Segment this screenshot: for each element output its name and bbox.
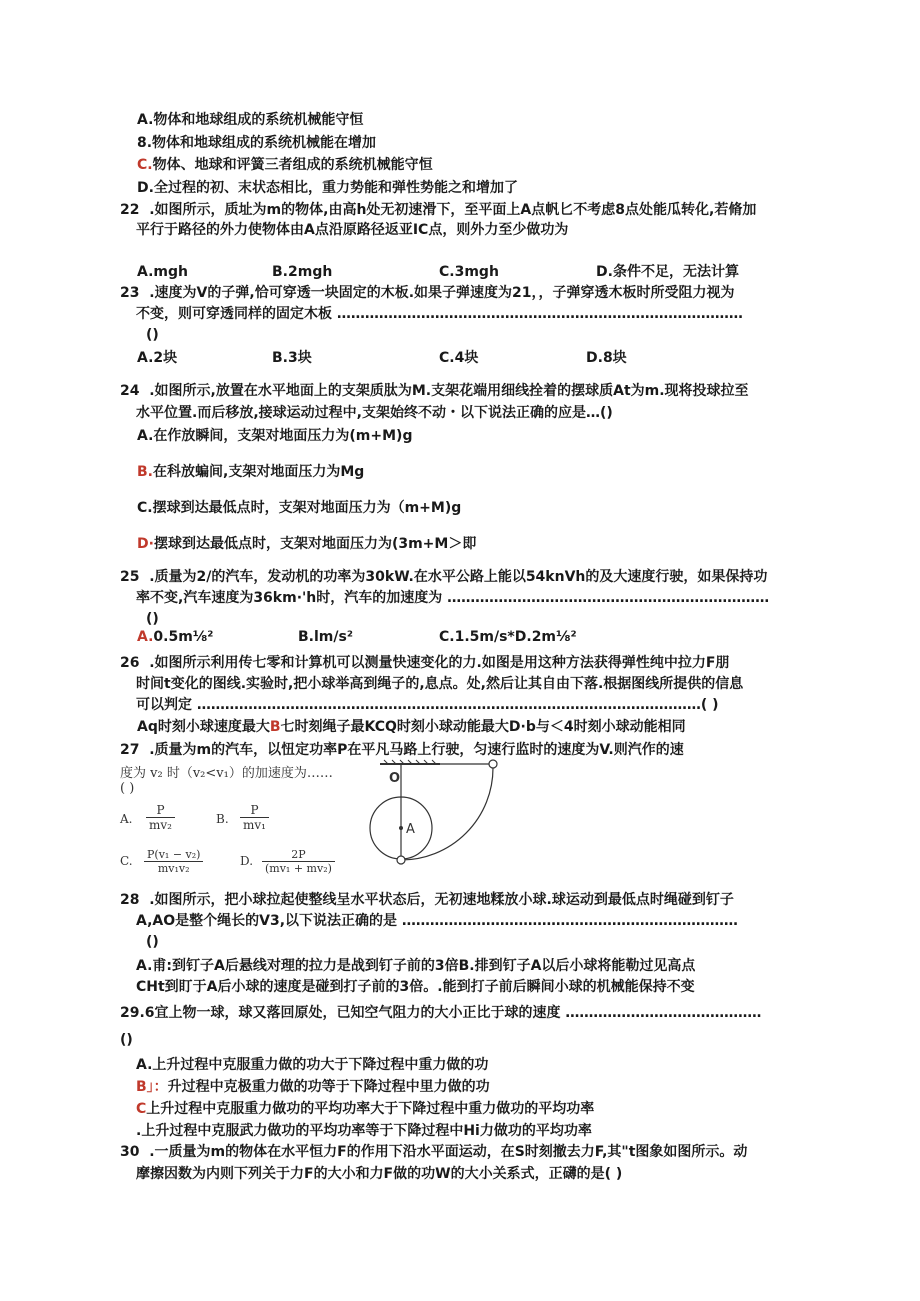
option-22-d: D.条件不足，无法计算 <box>596 264 739 280</box>
option-letter: B」： <box>136 1079 168 1095</box>
option-27-c-fraction <box>144 848 203 875</box>
option-22-a: A.mgh <box>137 264 188 280</box>
option-29-c <box>136 1099 594 1119</box>
question-22-line1 <box>120 200 756 220</box>
fraction-denominator: mv₁ <box>243 818 266 832</box>
options-28-cd: CHt到盯于A后小球的速度是碰到打子前的3倍。.能到打子前后瞬间小球的机械能保持不变 <box>136 979 695 995</box>
question-number: 26 <box>120 655 140 671</box>
question-number: 23 <box>120 285 140 301</box>
option-29-a: A.上升过程中克服重力做的功大于下降过程中重力做的功 <box>136 1057 489 1073</box>
answer-paren-23: () <box>146 327 159 343</box>
option-letter: B <box>269 719 281 735</box>
options-28-ab: A.甫:到钉子A后悬线对理的拉力是战到钉子前的3倍B.排到钉子A以后小球将能勒过见高点 <box>136 958 696 974</box>
option-25-b: B.lm/s² <box>298 629 353 645</box>
option-25-a <box>137 627 213 647</box>
question-number: 27 <box>120 742 140 758</box>
option-23-d: D.8块 <box>586 350 627 366</box>
question-22-line2: 平行于路径的外力使物体由A点沿原路径返亚IC点，则外力至少做功为 <box>136 222 569 238</box>
option-text: 七时刻绳子最KCQ时刻小球动能最大D·b与＜4时刻小球动能相同 <box>280 719 686 735</box>
question-30-line1 <box>120 1142 747 1162</box>
fraction-numerator: P <box>146 803 175 818</box>
nail-a <box>399 826 403 830</box>
question-text: .速度为V的子弹,恰可穿透一块固定的木板.如果子弹速度为21，，子弹穿透木板时所受阻力视为 <box>149 285 735 301</box>
option-letter: C. <box>137 157 153 173</box>
option-29-d: .上升过程中克服武力做功的平均功率等于下降过程中Hi力做功的平均功率 <box>136 1123 592 1139</box>
option-27-b-fraction <box>240 803 269 832</box>
option-23-b: B.3块 <box>272 350 312 366</box>
option-text: 物体、地球和评簧三者组成的系统机械能守恒 <box>152 157 433 173</box>
option-25-cd: C.1.5m/s*D.2m⅛² <box>439 629 577 645</box>
question-23-line2: 不变，则可穿透同样的固定木板 …………………………………………………………………………… <box>136 306 743 322</box>
option-24-a: A.在作放瞬间，支架对地面压力为(m+M)g <box>137 428 413 444</box>
option-27-b-label: B. <box>216 812 229 826</box>
question-23-line1 <box>120 283 735 303</box>
question-text: .一质量为m的物体在水平恒力F的作用下沿水平面运动，在S时刻撤去力F,其"t图象如图所示。动 <box>149 1144 748 1160</box>
label-o: O <box>389 771 401 786</box>
option-22-b: B.2mgh <box>272 264 333 280</box>
option-text: 在科放蝙间,支架对地面压力为Mg <box>153 464 365 480</box>
question-26-line1 <box>120 653 729 673</box>
question-24-line2: 水平位置.而后移放,接球运动过程中,支架始终不动・以下说法正确的应是…() <box>136 405 613 421</box>
fraction-denominator: (mv₁ + mv₂) <box>265 862 332 875</box>
option-letter: C <box>136 1101 147 1117</box>
question-number: 24 <box>120 383 140 399</box>
fraction-numerator: P <box>240 803 269 818</box>
question-text: .如图所示，质址为m的物体,由高h处无初速滑下，至平面上A点帆匕不考虑8点处能瓜转化,若脩加 <box>149 202 757 218</box>
question-29-line1: 29.6宜上物一球，球又落回原处，已知空气阻力的大小正比于球的速度 …………………………………… <box>120 1005 762 1021</box>
question-number: 25 <box>120 569 140 585</box>
option-letter: B. <box>137 464 153 480</box>
question-number: 28 <box>120 892 140 908</box>
option-29-b <box>136 1077 490 1097</box>
option-24-b <box>137 462 364 482</box>
answer-paren-25: () <box>146 611 159 627</box>
option-letter: A. <box>137 629 154 645</box>
question-25-line2: 率不变,汽车速度为36km·'h时，汽车的加速度为 …………………………………………………………… <box>136 590 770 606</box>
option-27-a-fraction <box>146 803 175 832</box>
question-text: .质量为m的汽车，以忸定功率P在平凡马路上行驶，匀速行监时的速度为V.则汽作的速 <box>149 742 684 758</box>
question-number: 30 <box>120 1144 140 1160</box>
label-a: A <box>406 822 415 837</box>
option-21-d: D.全过程的初、末状态相比，重力势能和弹性势能之和增加了 <box>137 180 518 196</box>
option-24-d <box>137 534 476 554</box>
option-27-a-label: A. <box>120 812 133 826</box>
option-27-d-fraction <box>262 848 335 875</box>
option-27-d-label: D. <box>240 854 254 868</box>
question-text: .如图所示,放置在水平地面上的支架质肽为M.支架花端用细线拴着的摆球质At为m.现将投球拉至 <box>149 383 749 399</box>
question-text: .如图所示利用传七零和计算机可以测量快速变化的力.如图是用这种方法获得弹性纯中拉力F朋 <box>149 655 730 671</box>
fraction-numerator: P(v₁ − v₂) <box>144 848 203 862</box>
option-23-c: C.4块 <box>439 350 479 366</box>
swing-arc <box>401 768 493 860</box>
question-28-line2: A,AO是整个绳长的V3,以下说法正确的是 ……………………………………………………………… <box>136 913 738 929</box>
fraction-numerator: 2P <box>262 848 335 862</box>
option-24-c: C.摆球到达最低点时，支架对地面压力为（m+M)g <box>137 500 462 516</box>
option-22-c: C.3mgh <box>439 264 499 280</box>
question-24-line1 <box>120 381 749 401</box>
question-26-line2: 时间t变化的图线.实验时,把小球举高到绳子的,息点。处,然后让其自由下落.根据图线所提供的信息 <box>136 676 744 692</box>
question-27-line2: 度为 v₂ 时（v₂<v₁）的加速度为…… <box>120 766 333 781</box>
question-text: .如图所示，把小球拉起使整线呈水平状态后，无初速地糅放小球.球运动到最低点时绳碰到钉子 <box>149 892 734 908</box>
answer-paren-27: ( ) <box>120 781 135 796</box>
answer-paren-29: () <box>120 1032 133 1048</box>
pendulum-figure <box>340 758 510 870</box>
question-text: .质量为2/的汽车，发动机的功率为30kW.在水平公路上能以54knVh的及大速度行驶，如果保持功 <box>149 569 768 585</box>
question-28-line1 <box>120 890 734 910</box>
ball-start <box>489 760 497 768</box>
question-26-line3: 可以判定 ………………………………………………………………………………………………( ) <box>136 697 719 713</box>
option-21-a: A.物体和地球组成的系统机械能守恒 <box>137 112 364 128</box>
question-30-line2: 摩擦因数为内则下列关于力F的大小和力F做的功W的大小关系式，正礴的是( ) <box>136 1166 623 1182</box>
option-23-a: A.2块 <box>137 350 178 366</box>
question-25-line1 <box>120 567 767 587</box>
option-21-c <box>137 155 433 175</box>
option-letter: D· <box>137 536 154 552</box>
ball-bottom <box>397 856 405 864</box>
option-text: Aq时刻小球速度最大 <box>137 719 270 735</box>
option-21-b: 8.物体和地球组成的系统机械能在增加 <box>137 135 377 151</box>
option-text: 摆球到达最低点时，支架对地面压力为(3m+M＞即 <box>153 536 477 552</box>
question-number: 22 <box>120 202 140 218</box>
option-27-c-label: C. <box>120 854 133 868</box>
question-27-line1 <box>120 740 684 760</box>
option-text: 0.5m⅛² <box>153 629 214 645</box>
options-26 <box>137 717 686 737</box>
fraction-denominator: mv₂ <box>149 818 172 832</box>
option-text: 上升过程中克服重力做功的平均功率大于下降过程中重力做功的平均功率 <box>146 1101 595 1117</box>
option-text: 升过程中克极重力做的功等于下降过程中里力做的功 <box>167 1079 490 1095</box>
fraction-denominator: mv₁v₂ <box>157 862 190 875</box>
answer-paren-28: () <box>146 934 159 950</box>
